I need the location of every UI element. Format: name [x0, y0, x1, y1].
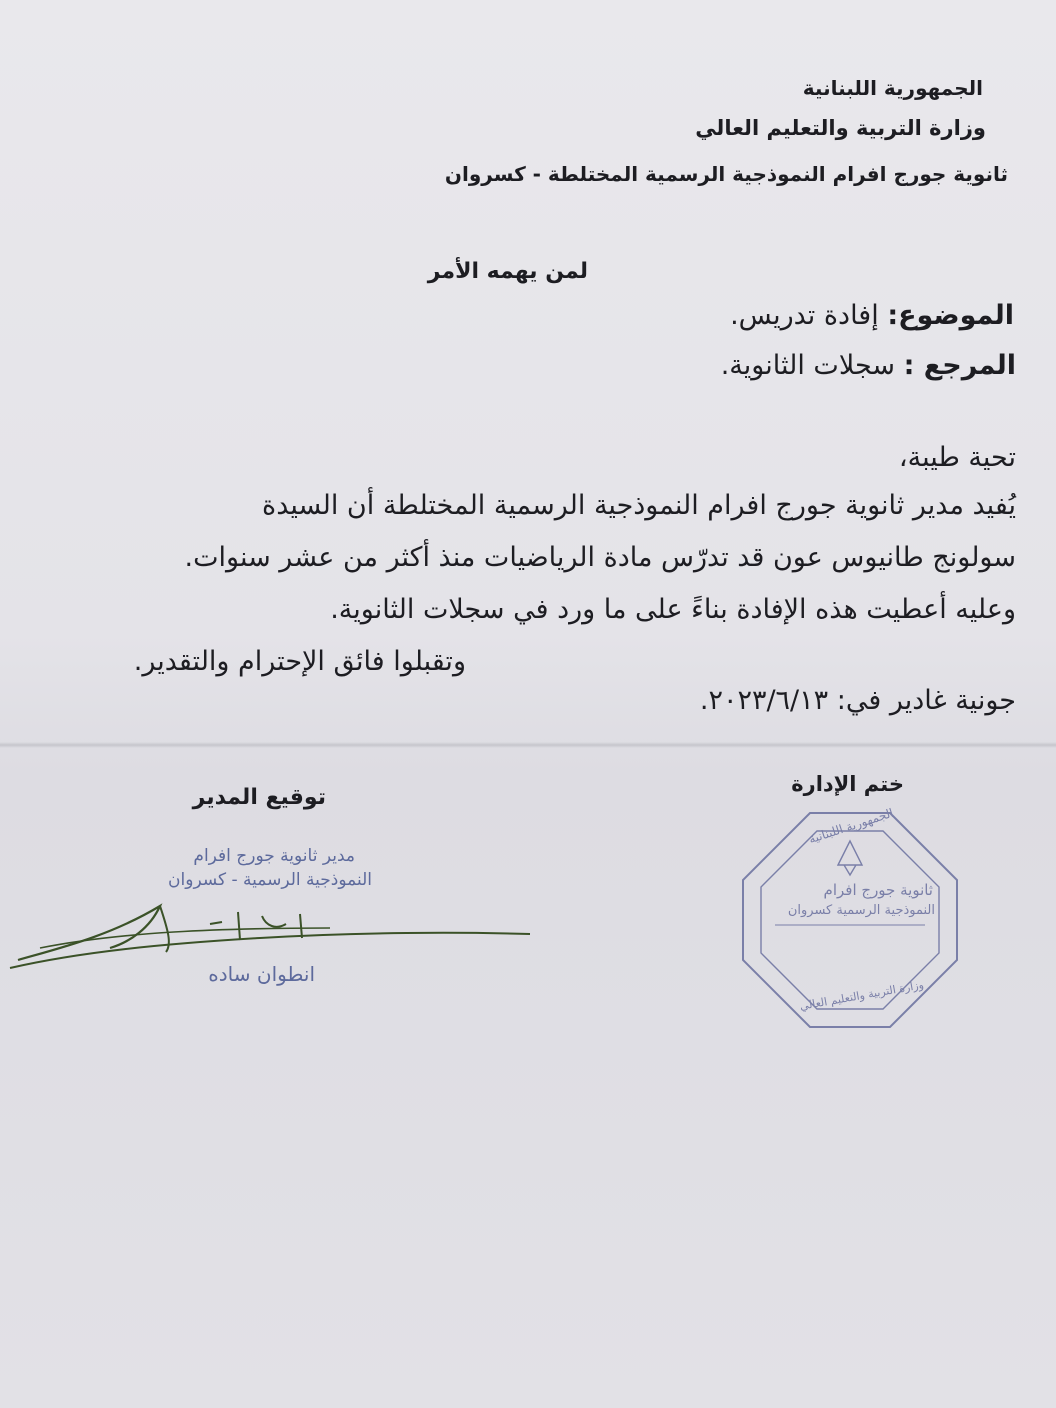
stamp-label: ختم الإدارة [791, 772, 904, 796]
greeting: تحية طيبة، [898, 442, 1016, 473]
body-line-4: وتقبلوا فائق الإحترام والتقدير. [133, 646, 466, 677]
official-seal [735, 805, 965, 1035]
director-stamp-line-2: النموذجية الرسمية - كسروان [168, 870, 372, 890]
seal-bottom-text: وزارة التربية والتعليم العالي [799, 978, 926, 1013]
letterhead-school: ثانوية جورج افرام النموذجية الرسمية المختلطة - كسروان [444, 162, 1008, 186]
body-line-3: وعليه أعطيت هذه الإفادة بناءً على ما ورد في سجلات الثانوية. [330, 594, 1016, 625]
signature-label: توقيع المدير [192, 785, 326, 810]
subject-label: الموضوع: [887, 300, 1014, 331]
heading-to-whom: لمن يهمه الأمر [427, 259, 588, 284]
body-line-2: سولونج طانيوس عون قد تدرّس مادة الرياضيات منذ أكثر من عشر سنوات. [184, 542, 1016, 573]
reference-value: سجلات الثانوية. [720, 350, 896, 381]
subject-value: إفادة تدريس. [730, 300, 879, 331]
subject-line [730, 300, 1014, 331]
director-signature-block [0, 840, 560, 1000]
reference-line [721, 350, 1016, 381]
date-line: جونية غادير في: ٢٠٢٣/٦/١٣. [699, 685, 1016, 716]
seal-inner-line-2: النموذجية الرسمية كسروان [787, 903, 935, 918]
paper-fold [0, 742, 1056, 748]
seal-outer-text: الجمهورية اللبنانية [806, 805, 896, 847]
director-stamp-line-1: مدير ثانوية جورج افرام [193, 846, 355, 866]
letterhead-ministry: وزارة التربية والتعليم العالي [695, 116, 986, 140]
seal-inner-line-1: ثانوية جورج افرام [823, 881, 933, 899]
reference-label: المرجع : [903, 350, 1016, 381]
body-line-1: يُفيد مدير ثانوية جورج افرام النموذجية الرسمية المختلطة أن السيدة [262, 490, 1016, 521]
letterhead-republic: الجمهورية اللبنانية [802, 76, 983, 100]
director-name: انطوان ساده [208, 962, 315, 986]
